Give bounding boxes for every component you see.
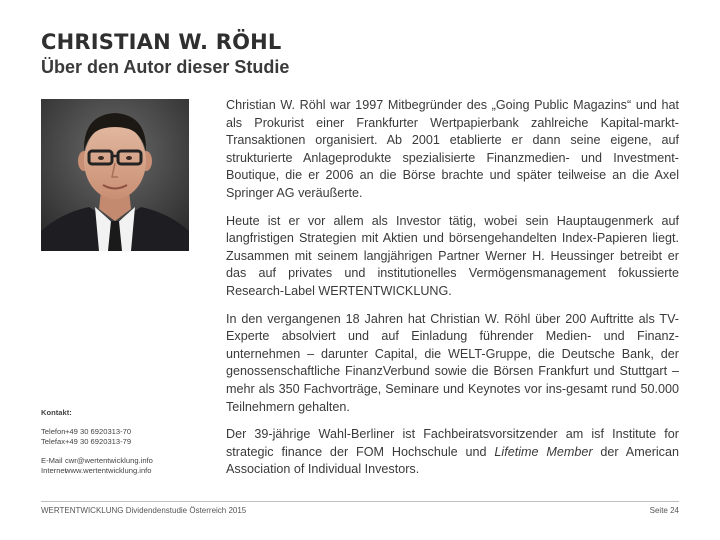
fax-number: +49 30 6920313-79: [65, 437, 132, 446]
bio-paragraph-3: In den vergangenen 18 Jahren hat Christian W. Röhl über 200 Auftritte als TV-Experte absolviert und auf Einladung führender Medien- und Finanz-unternehmen – darunter Capital, die WELT-Gruppe, die Deutsche Bank, der genossenschaftliche FinanzVerbund sowie die Börsen Frankfurt und Stuttgart – mehr als 350 Fachvorträge, Seminare und Keynotes vor ins-gesamt rund 50.000 Teilnehmern gehalten.: [226, 311, 679, 414]
fax-label: Telefax: [41, 437, 66, 446]
footer-divider: [41, 501, 679, 502]
contact-web-row: [41, 466, 211, 476]
web-link[interactable]: www.wertentwicklung.info: [65, 466, 152, 475]
footer-publication: WERTENTWICKLUNG Dividendenstudie Österreich 2015: [41, 506, 247, 515]
contact-heading: Kontakt:: [41, 408, 72, 417]
bio-paragraph-4-emphasis: Lifetime Member: [494, 444, 593, 459]
bio-paragraph-4-start: Der 39-jährige Wahl-Berliner ist Fachbeiratsvorsitzender am isf Institute for strategic finance der FOM Hochschule und: [226, 427, 679, 459]
contact-fax-row: [41, 437, 211, 447]
bio-paragraph-1: Christian W. Röhl war 1997 Mitbegründer des „Going Public Magazins“ und hat als Prokurist einer Frankfurter Wertpapierbank zahlreiche Kapital-markt-Transaktionen organisiert. Ab 2001 etablierte er dann seine eigene, auf strukturierte Anlageprodukte spezialisierte Finanzmedien- und Investment-Boutique, die er 2006 an die Börse brachte und später teilweise an die Axel Springer AG veräußerte.: [226, 98, 679, 200]
bio-paragraph-4: [226, 426, 679, 479]
page-subtitle: Über den Autor dieser Studie: [41, 57, 290, 77]
phone-number[interactable]: +49 30 6920313-70: [65, 427, 132, 436]
page-title: CHRISTIAN W. RÖHL: [41, 30, 282, 54]
bio-paragraph-2: Heute ist er vor allem als Investor tätig, wobei sein Hauptaugenmerk auf langfristigen Strategien mit Aktien und börsengehandelten Index-Papieren liegt. Zusammen mit seinem langjährigen Partner Werner H. Heussinger betreibt er das auf privates und institutionelles Vermögensmanagement fokussierte Research-Label WERTENTWICKLUNG.: [226, 213, 679, 298]
email-label: E-Mail: [41, 456, 63, 465]
page-number: Seite 24: [649, 506, 679, 515]
contact-email-row: [41, 456, 211, 466]
author-photo: [41, 99, 189, 251]
bio-paragraph-4-end: der American Association of Individual Investors.: [226, 444, 679, 477]
phone-label: Telefon: [41, 427, 66, 436]
email-link[interactable]: cwr@wertentwicklung.info: [65, 456, 153, 465]
web-label: Internet: [41, 466, 67, 475]
author-biography: [226, 97, 679, 489]
contact-phone-row: [41, 427, 211, 437]
contact-block: [41, 408, 211, 476]
